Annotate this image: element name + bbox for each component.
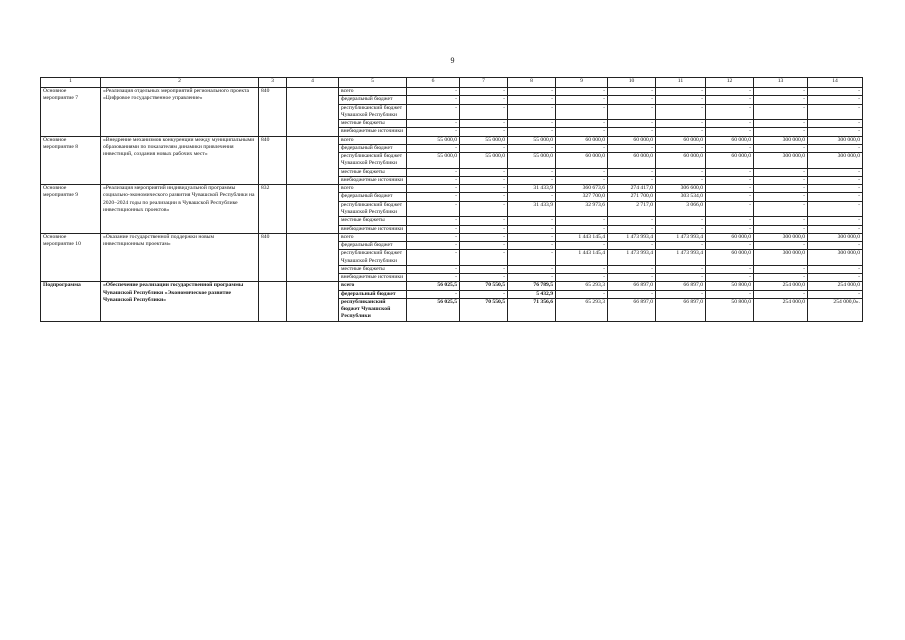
value-cell: - [706,217,754,225]
table-row [41,88,863,96]
value-cell: - [754,217,808,225]
value-cell: 60 000,0 [656,153,706,169]
value-cell: 254 000,0 [754,298,808,321]
value-cell: 60 000,0 [706,250,754,266]
responsible-code-cell: 840 [259,233,287,282]
header-cell: 12 [706,78,754,88]
value-cell: - [508,225,556,233]
value-cell: - [608,274,656,282]
value-cell: - [460,233,508,241]
value-cell: 56 025,5 [407,298,460,321]
header-cell: 13 [754,78,808,88]
funding-source-cell: федеральный бюджет [339,242,407,250]
value-cell: 31 433,9 [508,201,556,217]
value-cell: - [508,193,556,201]
value-cell: - [556,96,608,104]
value-cell: - [754,144,808,152]
value-cell: - [508,96,556,104]
value-cell: 70 550,5 [460,298,508,321]
empty-cell [287,88,339,137]
value-cell: - [706,274,754,282]
value-cell: - [656,242,706,250]
value-cell: - [608,88,656,96]
program-name-cell: Основное мероприятие 8 [41,136,101,185]
value-cell: - [460,88,508,96]
value-cell: 1 443 145,4 [556,233,608,241]
value-cell: - [754,201,808,217]
value-cell: - [754,176,808,184]
value-cell: - [656,290,706,298]
value-cell: 55 000,0 [508,136,556,144]
header-cell: 7 [460,78,508,88]
value-cell: 66 897,0 [656,282,706,290]
value-cell: - [407,233,460,241]
value-cell: - [754,88,808,96]
value-cell: - [808,168,863,176]
funding-source-cell: всего [339,282,407,290]
value-cell: 1 473 993,4 [656,233,706,241]
empty-cell [287,136,339,185]
value-cell: - [706,193,754,201]
table-row [41,282,863,290]
value-cell: 3 066,0 [656,201,706,217]
value-cell: - [556,225,608,233]
value-cell: 300 000,0 [808,136,863,144]
funding-source-cell: федеральный бюджет [339,193,407,201]
header-cell: 11 [656,78,706,88]
program-title-cell: «Обеспечение реализации государственной программы Чувашской Республики «Экономическое развитие Чувашской Республики» [101,282,259,321]
value-cell: 56 025,5 [407,282,460,290]
value-cell: - [508,233,556,241]
responsible-code-cell: 840 [259,88,287,137]
value-cell: - [754,185,808,193]
value-cell: - [754,290,808,298]
funding-source-cell: республиканский бюджет Чувашской Республики [339,201,407,217]
value-cell: - [556,120,608,128]
value-cell: 55 000,0 [460,136,508,144]
value-cell: - [656,217,706,225]
value-cell: 50 800,0 [706,282,754,290]
value-cell: - [460,250,508,266]
value-cell: - [407,168,460,176]
value-cell: 76 789,5 [508,282,556,290]
value-cell: 31 433,9 [508,185,556,193]
value-cell: - [656,225,706,233]
value-cell: 300 000,0 [754,250,808,266]
value-cell: - [556,242,608,250]
value-cell: 300 000,0 [754,233,808,241]
funding-source-cell: республиканский бюджет Чувашской Республики [339,104,407,120]
value-cell: - [460,144,508,152]
value-cell: 327 700,0 [556,193,608,201]
program-title-cell: «Реализация мероприятий индивидуальной программы социально-экономического развития Чувашской Республики на 2020–2024 годы по реализации в Чувашской Республике инвестиционных проектов» [101,185,259,234]
funding-source-cell: федеральный бюджет [339,144,407,152]
table-row [41,136,863,144]
value-cell: - [656,168,706,176]
empty-cell [287,233,339,282]
value-cell: - [608,265,656,273]
responsible-code-cell: 840 [259,136,287,185]
value-cell: - [556,104,608,120]
value-cell: - [808,265,863,273]
value-cell: - [706,225,754,233]
value-cell: - [608,290,656,298]
value-cell: - [656,104,706,120]
value-cell: - [754,120,808,128]
header-cell: 14 [808,78,863,88]
value-cell: 300 000,0 [754,153,808,169]
value-cell: - [608,168,656,176]
funding-source-cell: республиканский бюджет Чувашской Республики [339,250,407,266]
value-cell: 66 897,0 [656,298,706,321]
value-cell: - [808,193,863,201]
empty-cell [287,282,339,321]
value-cell: - [460,290,508,298]
value-cell: - [460,128,508,136]
value-cell: - [608,242,656,250]
value-cell: - [754,242,808,250]
funding-source-cell: республиканский бюджет Чувашской Республики [339,298,407,321]
value-cell: 2 717,0 [608,201,656,217]
value-cell: - [556,217,608,225]
value-cell: - [407,201,460,217]
value-cell: - [407,144,460,152]
header-cell: 4 [287,78,339,88]
value-cell: - [656,265,706,273]
program-title-cell: «Внедрение механизмов конкуренции между муниципальными образованиями по показателям динамики привлечения инвестиций, создания новых рабочих мест» [101,136,259,185]
value-cell: - [656,120,706,128]
funding-source-cell: местные бюджеты [339,217,407,225]
value-cell: - [754,274,808,282]
responsible-code-cell [259,282,287,321]
funding-source-cell: всего [339,136,407,144]
value-cell: 71 356,6 [508,298,556,321]
value-cell: - [808,217,863,225]
value-cell: 65 293,3 [556,298,608,321]
value-cell: 300 000,0 [808,153,863,169]
value-cell: - [754,128,808,136]
value-cell: - [608,120,656,128]
funding-source-cell: внебюджетные источники [339,176,407,184]
funding-source-cell: внебюджетные источники [339,225,407,233]
value-cell: - [754,168,808,176]
header-cell: 6 [407,78,460,88]
value-cell: - [706,88,754,96]
value-cell: - [407,193,460,201]
funding-source-cell: федеральный бюджет [339,290,407,298]
value-cell: - [556,128,608,136]
funding-source-cell: местные бюджеты [339,265,407,273]
value-cell: - [808,274,863,282]
value-cell: - [754,193,808,201]
value-cell: - [608,144,656,152]
value-cell: - [808,242,863,250]
value-cell: - [656,144,706,152]
value-cell: - [706,168,754,176]
value-cell: - [808,185,863,193]
value-cell: - [608,225,656,233]
value-cell: 65 293,3 [556,282,608,290]
value-cell: - [808,96,863,104]
value-cell: 1 473 993,4 [608,250,656,266]
value-cell: - [556,265,608,273]
program-name-cell: Основное мероприятие 10 [41,233,101,282]
value-cell: - [407,88,460,96]
value-cell: - [508,242,556,250]
value-cell: 254 000,0 [754,282,808,290]
header-cell: 9 [556,78,608,88]
value-cell: 306 600,0 [656,185,706,193]
value-cell: 60 000,0 [706,136,754,144]
value-cell: - [508,274,556,282]
value-cell: 55 000,0 [508,153,556,169]
value-cell: - [407,250,460,266]
program-title-cell: «Оказание государственной поддержки новым инвестиционным проектам» [101,233,259,282]
value-cell: - [460,168,508,176]
value-cell: - [808,176,863,184]
table-row [41,185,863,193]
funding-source-cell: всего [339,88,407,96]
value-cell: 300 000,0 [808,250,863,266]
value-cell: 60 000,0 [556,153,608,169]
value-cell: 55 000,0 [407,153,460,169]
value-cell: 66 897,0 [608,282,656,290]
header-cell: 5 [339,78,407,88]
value-cell: - [508,250,556,266]
value-cell: - [556,290,608,298]
value-cell: - [407,265,460,273]
value-cell: 60 000,0 [706,153,754,169]
funding-source-cell: всего [339,185,407,193]
value-cell: 66 897,0 [608,298,656,321]
value-cell: - [656,96,706,104]
value-cell: - [808,290,863,298]
value-cell: - [556,168,608,176]
value-cell: - [460,185,508,193]
value-cell: 271 700,0 [608,193,656,201]
value-cell: 50 800,0 [706,298,754,321]
value-cell: - [508,265,556,273]
funding-source-cell: внебюджетные источники [339,274,407,282]
value-cell: 274 417,0 [608,185,656,193]
value-cell: - [754,225,808,233]
value-cell: - [808,128,863,136]
value-cell: - [556,274,608,282]
value-cell: 254 000,0». [808,298,863,321]
value-cell: 300 000,0 [808,233,863,241]
value-cell: - [407,96,460,104]
value-cell: 60 000,0 [706,233,754,241]
value-cell: 70 550,5 [460,282,508,290]
value-cell: 360 673,6 [556,185,608,193]
funding-source-cell: всего [339,233,407,241]
value-cell: - [460,176,508,184]
value-cell: 254 000,0 [808,282,863,290]
value-cell: - [556,144,608,152]
value-cell: 1 443 145,4 [556,250,608,266]
value-cell: - [808,225,863,233]
value-cell: - [508,104,556,120]
value-cell: - [460,120,508,128]
value-cell: - [407,128,460,136]
value-cell: 60 000,0 [656,136,706,144]
value-cell: - [508,128,556,136]
value-cell: 300 000,0 [754,136,808,144]
value-cell: - [407,225,460,233]
value-cell: - [460,217,508,225]
program-title-cell: «Реализация отдельных мероприятий регионального проекта «Цифровое государственное управление» [101,88,259,137]
value-cell: - [460,96,508,104]
value-cell: - [706,201,754,217]
empty-cell [287,185,339,234]
value-cell: - [608,96,656,104]
value-cell: - [706,265,754,273]
program-name-cell: Подпрограмма [41,282,101,321]
value-cell: - [706,120,754,128]
value-cell: - [706,96,754,104]
funding-source-cell: республиканский бюджет Чувашской Республики [339,153,407,169]
value-cell: - [460,104,508,120]
funding-source-cell: внебюджетные источники [339,128,407,136]
value-cell: - [656,176,706,184]
value-cell: - [808,144,863,152]
value-cell: - [754,96,808,104]
value-cell: - [460,193,508,201]
value-cell: - [508,144,556,152]
value-cell: 303 534,0 [656,193,706,201]
value-cell: - [656,274,706,282]
value-cell: - [407,290,460,298]
value-cell: - [556,176,608,184]
value-cell: 60 000,0 [556,136,608,144]
value-cell: 1 473 993,4 [656,250,706,266]
value-cell: - [754,265,808,273]
value-cell: - [808,201,863,217]
header-cell: 2 [101,78,259,88]
financing-table [40,77,863,322]
value-cell: 60 000,0 [608,153,656,169]
value-cell: - [407,185,460,193]
header-cell: 10 [608,78,656,88]
table-row [41,233,863,241]
value-cell: - [706,144,754,152]
value-cell: - [706,104,754,120]
value-cell: - [808,104,863,120]
program-name-cell: Основное мероприятие 9 [41,185,101,234]
value-cell: 1 473 993,4 [608,233,656,241]
value-cell: - [407,274,460,282]
header-cell: 3 [259,78,287,88]
value-cell: - [460,201,508,217]
value-cell: - [608,128,656,136]
value-cell: - [656,128,706,136]
value-cell: - [706,185,754,193]
value-cell: - [706,176,754,184]
funding-source-cell: местные бюджеты [339,120,407,128]
value-cell: 32 973,6 [556,201,608,217]
funding-source-cell: федеральный бюджет [339,96,407,104]
header-row [41,78,863,88]
value-cell: - [656,88,706,96]
value-cell: - [508,217,556,225]
page-number: 9 [450,56,455,65]
header-cell: 1 [41,78,101,88]
value-cell: - [508,168,556,176]
value-cell: - [407,217,460,225]
value-cell: - [460,274,508,282]
value-cell: - [808,88,863,96]
value-cell: - [407,104,460,120]
value-cell: - [754,104,808,120]
responsible-code-cell: 832 [259,185,287,234]
value-cell: - [508,120,556,128]
program-name-cell: Основное мероприятие 7 [41,88,101,137]
value-cell: - [706,128,754,136]
value-cell: - [808,120,863,128]
value-cell: - [608,104,656,120]
header-cell: 8 [508,78,556,88]
value-cell: 5 432,9 [508,290,556,298]
value-cell: - [407,120,460,128]
value-cell: 55 000,0 [460,153,508,169]
value-cell: - [556,88,608,96]
value-cell: - [460,225,508,233]
funding-source-cell: местные бюджеты [339,168,407,176]
value-cell: - [407,242,460,250]
value-cell: - [608,217,656,225]
value-cell: - [706,290,754,298]
value-cell: - [460,242,508,250]
value-cell: - [460,265,508,273]
value-cell: - [706,242,754,250]
value-cell: - [608,176,656,184]
value-cell: - [508,176,556,184]
value-cell: - [407,176,460,184]
value-cell: 60 000,0 [608,136,656,144]
value-cell: 55 000,0 [407,136,460,144]
value-cell: - [508,88,556,96]
